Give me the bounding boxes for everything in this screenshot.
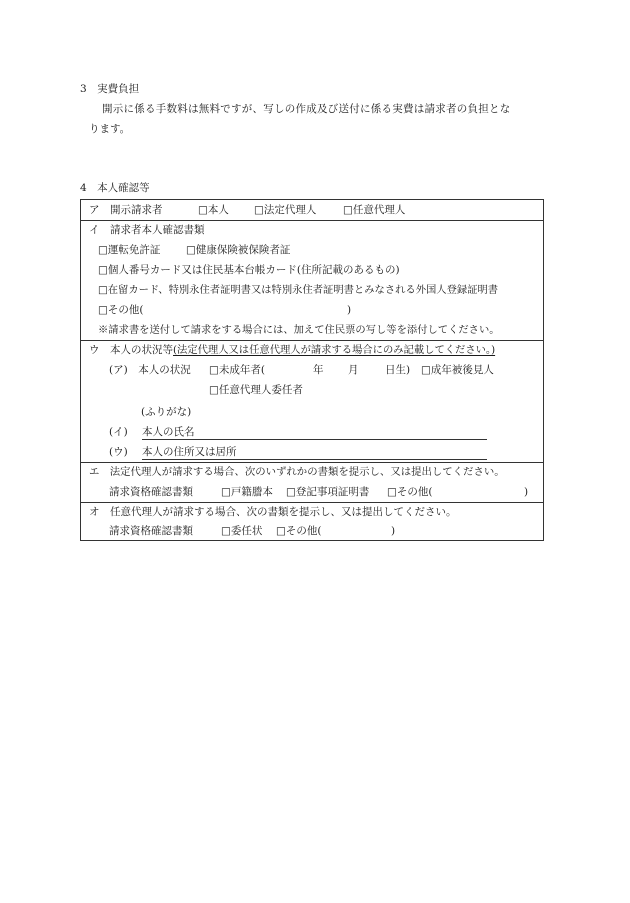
id-docs-heading: イ 請求者本人確認書類	[89, 224, 205, 236]
person-name-field[interactable]	[142, 439, 487, 440]
id-other-close-paren: )	[347, 304, 352, 316]
id-other-checkbox[interactable]: □その他(	[98, 304, 144, 316]
legal-agent-other-checkbox[interactable]: □その他(	[387, 486, 433, 498]
registry-certificate-checkbox[interactable]: □登記事項証明書	[286, 486, 370, 498]
power-of-attorney-checkbox[interactable]: □委任状	[221, 525, 263, 537]
section3-paragraph-line2: ります。	[89, 123, 131, 135]
requester-legal-agent-checkbox[interactable]: □法定代理人	[254, 204, 317, 216]
my-number-card-checkbox[interactable]: □個人番号カード又は住民基本台帳カード(住所記載のあるもの)	[98, 264, 400, 276]
person-address-field[interactable]	[142, 459, 487, 460]
person-status-label: (ア) 本人の状況	[109, 364, 191, 376]
person-name-label: 本人の氏名	[142, 426, 195, 438]
drivers-license-checkbox[interactable]: □運転免許証	[98, 244, 161, 256]
health-insurance-checkbox[interactable]: □健康保険被保険者証	[186, 244, 291, 256]
birth-year-label: 年	[313, 364, 324, 376]
person-status-heading: ウ 本人の状況等(法定代理人又は任意代理人が請求する場合にのみ記載してください。)	[89, 344, 496, 356]
birth-day-label: 日生)	[385, 364, 411, 376]
family-register-checkbox[interactable]: □戸籍謄本	[221, 486, 273, 498]
adult-guardian-checkbox[interactable]: □成年被後見人	[421, 364, 494, 376]
voluntary-agent-other-checkbox[interactable]: □その他(	[276, 525, 322, 537]
residence-card-checkbox[interactable]: □在留カード、特別永住者証明書又は特別永住者証明書とみなされる外国人登録証明書	[98, 284, 499, 296]
person-name-marker: (イ)	[109, 426, 128, 438]
person-address-label: 本人の住所又は居所	[142, 446, 237, 458]
legal-agent-docs-label: 請求資格確認書類	[109, 486, 193, 498]
row-divider	[81, 462, 543, 463]
furigana-label: (ふりがな)	[141, 406, 192, 418]
delegator-checkbox[interactable]: □任意代理人委任者	[209, 384, 303, 396]
requester-label: ア 開示請求者	[89, 204, 163, 216]
requester-voluntary-agent-checkbox[interactable]: □任意代理人	[343, 204, 406, 216]
identity-verification-table	[80, 199, 544, 541]
legal-agent-heading: エ 法定代理人が請求する場合、次のいずれかの書類を提示し、又は提出してください。	[89, 466, 505, 478]
voluntary-agent-docs-label: 請求資格確認書類	[109, 525, 193, 537]
mailing-note: ※請求書を送付して請求をする場合には、加えて住民票の写し等を添付してください。	[98, 324, 500, 336]
legal-agent-other-close-paren: )	[524, 486, 529, 498]
minor-checkbox[interactable]: □未成年者(	[209, 364, 266, 376]
section3-heading: 3 実費負担	[80, 83, 140, 95]
row-divider	[81, 220, 543, 221]
person-address-marker: (ウ)	[109, 446, 128, 458]
row-divider	[81, 340, 543, 341]
section3-paragraph-line1: 開示に係る手数料は無料ですが、写しの作成及び送付に係る実費は請求者の負担とな	[102, 103, 511, 115]
voluntary-agent-other-close-paren: )	[391, 525, 396, 537]
birth-month-label: 月	[348, 364, 359, 376]
voluntary-agent-heading: オ 任意代理人が請求する場合、次の書類を提示し、又は提出してください。	[89, 506, 457, 518]
row-divider	[81, 502, 543, 503]
requester-self-checkbox[interactable]: □本人	[198, 204, 229, 216]
section4-heading: 4 本人確認等	[80, 182, 150, 194]
